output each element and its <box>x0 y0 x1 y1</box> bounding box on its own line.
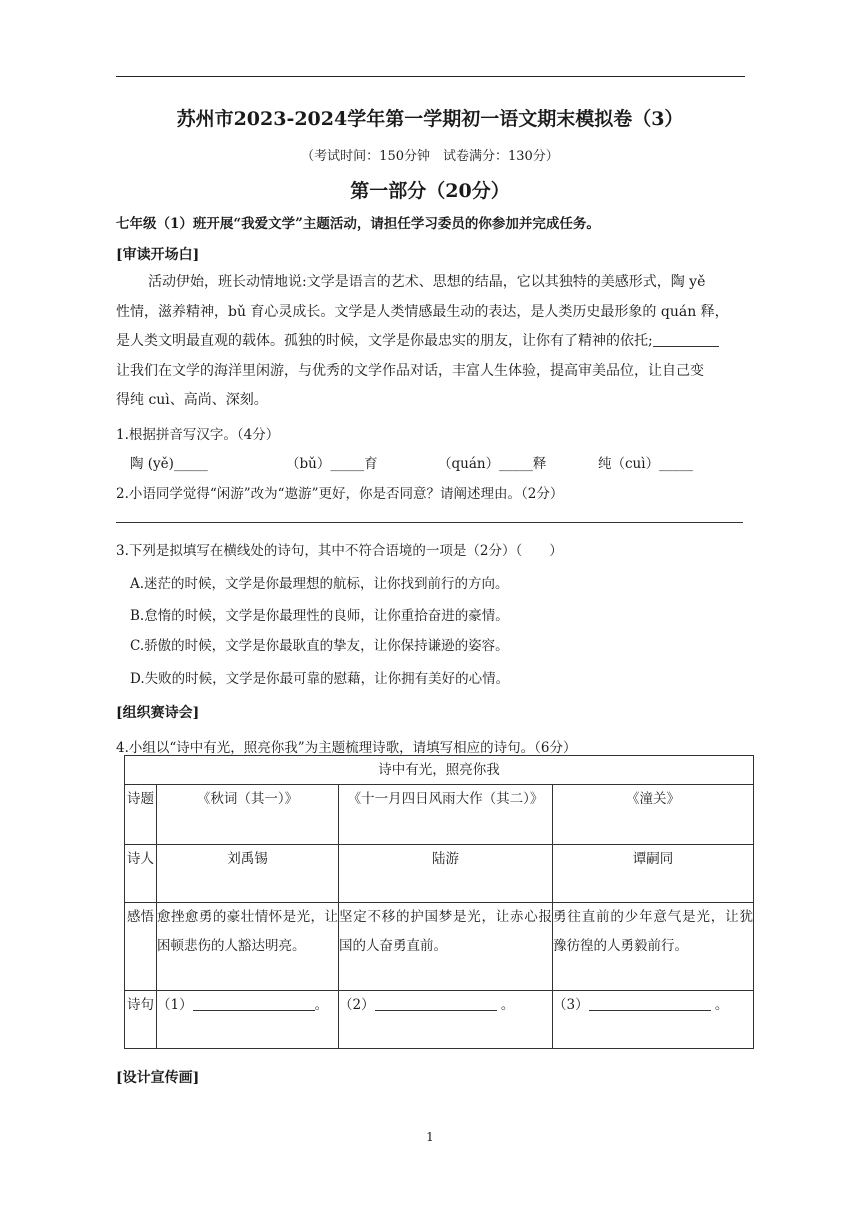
passage-line: 是人类文明最直观的载体。孤独的时候，文学是你最忠实的朋友，让你有了精神的依托; <box>116 327 746 357</box>
answer-blank[interactable] <box>193 997 315 1012</box>
part-heading: 第一部分（20分） <box>350 180 510 202</box>
pinyin-item[interactable]: （bǔ）_____育 <box>286 456 378 472</box>
passage-line: 性情，滋养精神，bǔ 育心灵成长。文学是人类情感最生动的表达，是人类历史最形象的 quán 释， <box>116 303 729 320</box>
passage-line: 得纯 cuì、高尚、深刻。 <box>116 392 268 408</box>
insight-cell: 坚定不移的护国梦是光，让赤心报国的人奋勇直前。 <box>339 903 553 991</box>
poem-title-cell: 《秋词（其一）》 <box>157 785 339 845</box>
question-1: 1.根据拼音写汉字。（4分） <box>116 427 280 443</box>
option-b[interactable]: B.怠惰的时候，文学是你最理性的良师，让你重拾奋进的豪情。 <box>130 608 509 624</box>
poet-cell: 刘禹锡 <box>157 845 339 903</box>
answer-line[interactable] <box>116 522 743 523</box>
question-3: 3.下列是拟填写在横线处的诗句，其中不符合语境的一项是（2分）（ ） <box>116 543 563 559</box>
exam-info: （考试时间：150分钟 试卷满分：130分） <box>301 149 559 164</box>
poem-line-cell: （3） 。 <box>553 991 754 1049</box>
header-rule <box>116 76 745 77</box>
passage-line: 活动伊始，班长动情地说:文学是语言的艺术、思想的结晶，它以其独特的美感形式，陶 yě <box>148 274 706 290</box>
poem-table <box>124 755 754 1049</box>
insight-cell: 愈挫愈勇的豪壮情怀是光，让困顿悲伤的人豁达明亮。 <box>157 903 339 991</box>
page-title: 苏州市2023-2024学年第一学期初一语文期末模拟卷（3） <box>176 108 684 130</box>
row-label-poet: 诗人 <box>125 845 157 903</box>
insight-cell: 勇往直前的少年意气是光，让犹豫彷徨的人勇毅前行。 <box>553 903 754 991</box>
task-intro: 七年级（1）班开展“我爱文学”主题活动，请担任学习委员的你参加并完成任务。 <box>116 216 600 232</box>
poet-cell: 谭嗣同 <box>553 845 754 903</box>
question-4: 4.小组以“诗中有光，照亮你我”为主题梳理诗歌，请填写相应的诗句。（6分） <box>116 740 577 756</box>
option-c[interactable]: C.骄傲的时候，文学是你最耿直的挚友，让你保持谦逊的姿容。 <box>130 638 509 654</box>
section-title-poster: [设计宣传画] <box>116 1070 200 1086</box>
option-a[interactable]: A.迷茫的时候，文学是你最理想的航标，让你找到前行的方向。 <box>130 576 509 592</box>
section-title-poetry: [组织赛诗会] <box>116 705 200 721</box>
passage-line: 让我们在文学的海洋里闲游，与优秀的文学作品对话，丰富人生体验，提高审美品位，让自己变 <box>116 362 704 379</box>
table-header: 诗中有光，照亮你我 <box>125 756 754 785</box>
pinyin-item[interactable]: （quán）_____释 <box>438 456 547 472</box>
poet-cell: 陆游 <box>339 845 553 903</box>
pinyin-item[interactable]: 纯（cuì）_____ <box>598 456 693 472</box>
question-2: 2.小语同学觉得“闲游”改为“遨游”更好，你是否同意？请阐述理由。（2分） <box>116 486 564 502</box>
poem-title-cell: 《十一月四日风雨大作（其二）》 <box>339 785 553 845</box>
opening-passage <box>116 268 746 416</box>
row-label-title: 诗题 <box>125 785 157 845</box>
page-number: 1 <box>426 1130 434 1144</box>
pinyin-item[interactable]: 陶 (yě)_____ <box>130 456 208 472</box>
answer-blank[interactable] <box>375 997 497 1012</box>
section-title-opening: [审读开场白] <box>116 247 200 263</box>
row-label-insight: 感悟 <box>125 903 157 991</box>
answer-blank[interactable] <box>589 997 711 1012</box>
poem-line-cell: （2） 。 <box>339 991 553 1049</box>
poem-title-cell: 《潼关》 <box>553 785 754 845</box>
poem-line-cell: （1） 。 <box>157 991 339 1049</box>
answer-blank[interactable] <box>653 332 719 347</box>
row-label-line: 诗句 <box>125 991 157 1049</box>
option-d[interactable]: D.失败的时候，文学是你最可靠的慰藉，让你拥有美好的心情。 <box>130 671 510 687</box>
